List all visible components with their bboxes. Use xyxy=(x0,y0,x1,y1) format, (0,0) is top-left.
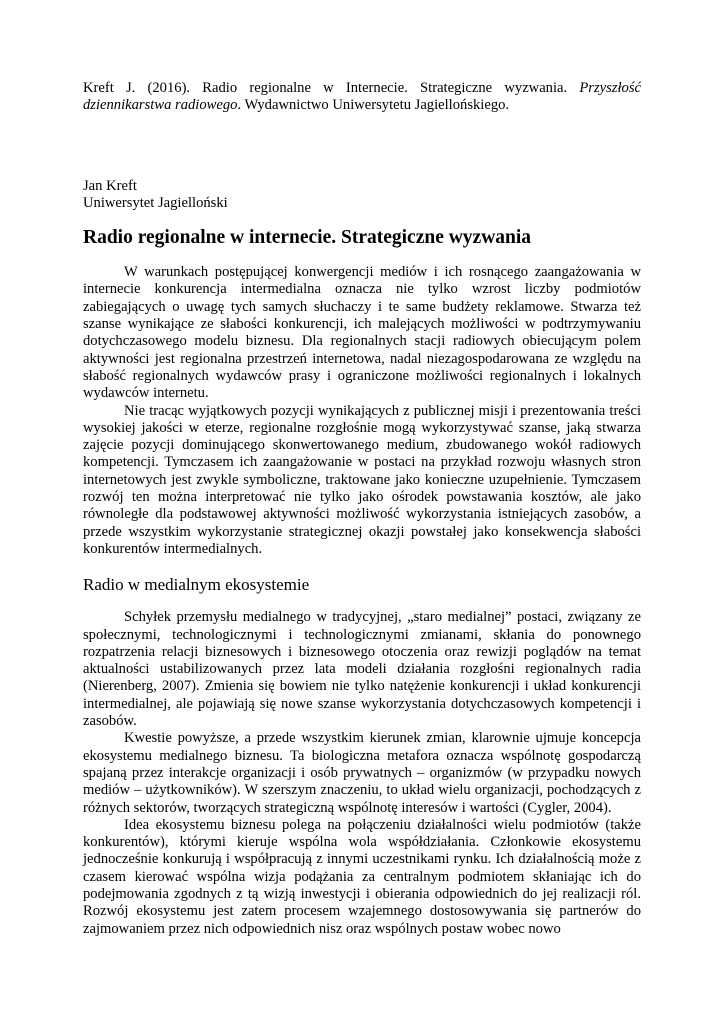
paragraph-eco-1: Schyłek przemysłu medialnego w tradycyjnej, „staro medialnej” postaci, związany ze społecznymi, technologicznymi i technologicznymi zmianami, skłania do ponownego rozpatrzenia relacji biznesowych i biznesowego otoczenia oraz rewizji poglądów na temat aktualności ustabilizowanych przez lata modeli działania rozgłośni regionalnych radia (Nierenberg, 2007). Zmienia się bowiem nie tylko natężenie konkurencji i układ konkurencji intermedialnej, ale pojawiają się nowe szanse wykorzystania dotychczasowych kompetencji i zasobów. xyxy=(83,609,641,730)
citation-suffix: . Wydawnictwo Uniwersytetu Jagiellońskiego. xyxy=(237,97,510,114)
citation-prefix: Kreft J. (2016). Radio regionalne w Internecie. Strategiczne wyzwania. xyxy=(83,80,580,96)
page-title: Radio regionalne w internecie. Strategiczne wyzwania xyxy=(83,227,532,249)
author-affiliation: Uniwersytet Jagielloński xyxy=(83,194,228,211)
paragraph-eco-3: Idea ekosystemu biznesu polega na połączeniu działalności wielu podmiotów (także konkurentów), którymi kieruje wspólna wola współdziałania. Członkowie ekosystemu jednocześnie konkurują i współpracują z innymi uczestnikami rynku. Ich działalnością może z czasem kierować wspólna wizja podążania za centralnym podmiotem skłaniając ich do podejmowania zgodnych z tą wizją inwestycji i obierania odpowiednich do jej realizacji ról. Rozwój ekosystemu jest zatem procesem wzajemnego dostosowywania się partnerów do zajmowaniem przez nich odpowiednich nisz oraz wspólnych postaw wobec nowo xyxy=(83,816,641,937)
paragraph-intro-2: Nie tracąc wyjątkowych pozycji wynikających z publicznej misji i prezentowania treści wysokiej jakości w eterze, regionalne rozgłośnie mogą wykorzystywać szanse, jaką stwarza zajęcie pozycji dominującego skonwertowanego medium, zbudowanego wokół radiowych kompetencji. Tymczasem ich zaangażowanie w postaci na przykład rozwoju własnych stron internetowych jest zwykle symboliczne, traktowane jako konieczne uzupełnienie. Tymczasem rozwój ten można interpretować nie tylko jako ośrodek powstawania kosztów, ale jako równoległe dla podstawowej aktywności możliwość wykorzystania istniejących zasobów, a przede wszystkim wykorzystanie strategicznej okazji powstałej jako konsekwencja słabości konkurentów intermedialnych. xyxy=(83,402,641,557)
section-heading: Radio w medialnym ekosystemie xyxy=(83,575,310,595)
citation-book-title: Przyszłość dziennikarstwa radiowego xyxy=(83,80,641,114)
paragraph-eco-2: Kwestie powyższe, a przede wszystkim kierunek zmian, klarownie ujmuje koncepcja ekosystemu medialnego biznesu. Ta biologiczna metafora oznacza wspólnotę gospodarczą spajaną przez interakcje organizacji i osób prywatnych – organizmów (w przypadku nowych mediów – użytkowników). W szerszym znaczeniu, to układ wielu organizacji, pochodzących z różnych sektorów, tworzących strategiczną wspólnotę interesów i wartości (Cygler, 2004). xyxy=(83,730,641,816)
author-name: Jan Kreft xyxy=(83,177,137,194)
paragraph-intro-1: W warunkach postępującej konwergencji mediów i ich rosnącego zaangażowania w internecie konkurencja intermedialna oznacza nie tylko wzrost liczby podmiotów zabiegających o uwagę tych samych słuchaczy i te same budżety reklamowe. Stwarza też szanse wynikające ze słabości konkurencji, ich malejących możliwości w podtrzymywaniu dotychczasowego modelu biznesu. Dla regionalnych stacji radiowych obiecującym polem aktywności jest regionalna przestrzeń internetowa, nadal niezagospodarowana ze względu na słabość regionalnych wydawców prasy i ograniczone możliwości regionalnych i lokalnych wydawców internetu. xyxy=(83,264,641,402)
author-block xyxy=(83,178,641,213)
citation xyxy=(83,80,641,115)
